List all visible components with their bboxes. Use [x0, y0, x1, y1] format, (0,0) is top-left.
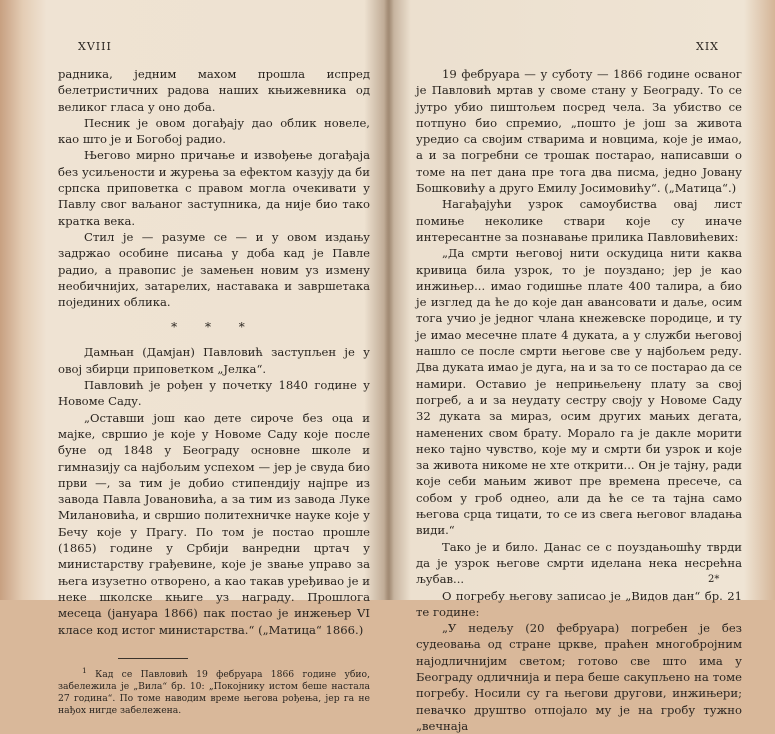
paragraph: радника, једним махом прошла испред белетристичних радова наших књижевника од великог гласа у оно доба.: [58, 67, 370, 114]
paragraph: Његово мирно причање и извођење догађаја без усиљености и журења за ефектом казују да би српска приповетка с правом могла очекивати у Павлу свог ваљаног заступника, да није био тако кратка века.: [58, 148, 370, 228]
paragraph: „Оставши још као дете сироче без оца и мајке, свршио је које у Новоме Саду које после буне од 1848 у Београду основне школе и гимназију са најбољим успехом — јер је свуда био први —, за тим је добио стипендију најпре из завода Павла Јовановића, а за тим из завода Луке Милановића, и свршио политехничке науке које у Бечу које у Прагу. По том је постао прошле (1865) године у Србији ванредни цртач у министарству грађевине, које је звање управо за њега изузетно отворено, а као такав уређивао је и неке школске књиге уз награду. Прошлога месеца (јануара 1866) пак постао је инжењер VI класе код истог министарства.“ („Матица“ 1866.): [58, 410, 370, 637]
paragraph: Песник је овом догађају дао облик новеле, као што је и Богобој радио.: [58, 115, 370, 147]
footnote-text: Кад се Павловић 19 фебруара 1866 године убио, забележила је „Вила“ бр. 10: „Покојнику истом беше настала 27 година“. По томе наводим време његова рођења, јер га не нађох нигде забележена.: [58, 668, 370, 717]
footnote-mark: 1: [82, 665, 87, 675]
left-page-body: [58, 66, 370, 718]
page-number-left: XVIII: [78, 40, 112, 53]
paragraph: „У недељу (20 фебруара) погребен је без судеовања од стране цркве, праћен многобројним најодличнијим светом; готово све што има у Београду одличнија и пера беше сакупљено на томе погребу. Носили су га његови другови, инжињери; певачко друштво отпојало му је на гробу тужно „вечнаја: [416, 621, 742, 733]
right-page-body: [416, 66, 742, 734]
paragraph: Нагађајући узрок самоубиства овај лист помиње неколике ствари које су иначе интересантне за познавање прилика Павловићевих:: [416, 197, 742, 244]
paragraph: О погребу његову записао је „Видов дан“ бр. 21 те године:: [416, 588, 742, 619]
footnote-rule: [118, 658, 188, 659]
footnote: [58, 665, 370, 718]
book-spread: XVIII XIX радника, једним махом прошла испред белетристичних радова наших књижевника од великог гласа у оно доба. Песник је овом догађају дао облик новеле, као што је и Богобој радио. Његово мирно причање и извођење догађаја без усиљености и журења за ефектом казују да би српска приповетка с правом могла очекивати у Павлу свог ваљаног заступника, да није био тако кратка века. Стил је — разуме се — и у овом издању задржао особине писања у доба кад је Павле радио, а правопис је замењен новим уз измену необичнијих, затарелих, наставака и завршетака појединих облика. * * * Дамњан (Дамјан) Павловић заступљен је у овој збирци приповетком „Јелка“. Павловић је рођен у почетку 1840 године у Новоме Саду. „Оставши још као дете сироче без оца и мајке, свршио је које у Новоме Саду које после буне од 1848 у Београду основне школе и гимназију са најбољим успехом — јер је свуда био први —, за тим је добио стипендију најпре из завода Павла Јовановића, а за тим из завода Луке Милановића, и свршио политехничке науке које у Бечу које у Прагу. По том је постао прошле (1865) године у Србији ванредни цртач у министарству грађевине, које је звање управо за њега изузетно отворено, а као такав уређивао је и неке школске књиге уз награду. Прошлога месеца (јануара 1866) пак постао је инжењер VI класе код истог министарства.“ („Матица“ 1866.) $^1$ Кад се Павловић 19 фебруара 1866 године убио, забележила је „Вила“ бр. 10: „Покојнику истом беше настала 27 година“. По томе наводим време његова рођења, јер га не нађох нигде забележена. 19 фебруара — у суботу — 1866 године осваног је Павловић мртав у своме стану у Београду. То се јутро убио пиштољем посред чела. За убиство се потпуно био спремио, „пошто је још за живота уредио са својим стварима и новцима, које је имао, а и за погребни се трошак постарао, написавши о томе на пет дана пре тога два писма, једно Јовану Бошковићу а друго Емилу Јосимовићу“. („Матица“.) Нагађајући узрок самоубиства овај лист помиње неколике ствари које су иначе интересантне за познавање прилика Павловићевих: „Да смрти његовој нити оскудица нити каква кривица била узрок, то је поуздано; јер је као инжињер... имао годишње плате 400 талира, а био је изглед да ће до које дан авансовати и даље, осим тога учио је једног члана кнежевске породице, и ту је имао месечне плате 4 дуката, а у служби његовој нашло се после смрти његове све у најбољем реду. Два дуката имао је дуга, на и за то се постарао да се намири. Оставио је неприњељену плату за свој погреб, а и за неудату сестру своју у Новоме Саду 32 дуката за мираз, осим других мањих дегата, наменених свом брату. Морало га је дакле морити неко тајно чувство, које му и смрти би узрок и које за живота никоме не хте открити... Он је тајну, ради које себи мањим живот пре времена пресече, са собом у гроб однео, али да ће се та тајна само његова срца тицати, то се из свега његовог владања види.“ Тако је и било. Данас се с поуздањошћу тврди да је узрок његове смрти иделана нека несрећна љубав... О погребу његову записао је „Видов дан“ бр. 21 те године: „У недељу (20 фебруара) погребен је без судеовања од стране цркве, праћен многобројним најодличнијим светом; готово све што има у Београду одличнија и пера беше сакупљено на томе погребу. Носили су га његови другови, инжињери; певачко друштво отпојало му је на гробу тужно „вечнаја 2*: [0, 0, 775, 600]
page-number-right: XIX: [696, 40, 720, 53]
paragraph: Стил је — разуме се — и у овом издању задржао особине писања у доба кад је Павле радио, а правопис је замењен новим уз измену необичнијих, затарелих, наставака и завршетака појединих облика.: [58, 229, 370, 310]
book-spine: [384, 0, 394, 600]
section-separator: * * *: [171, 320, 257, 335]
paragraph: Павловић је рођен у почетку 1840 године у Новоме Саду.: [58, 378, 370, 409]
paragraph: „Да смрти његовој нити оскудица нити каква кривица била узрок, то је поуздано; јер је као инжињер... имао годишње плате 400 талира, а био је изглед да ће до које дан авансовати и даље, осим тога учио је једног члана кнежевске породице, и ту је имао месечне плате 4 дуката, а у служби његовој нашло се после смрти његове све у најбољем реду. Два дуката имао је дуга, на и за то се постарао да се намири. Оставио је неприњељену плату за свој погреб, а и за неудату сестру своју у Новоме Саду 32 дуката за мираз, осим других мањих дегата, наменених свом брату. Морало га је дакле морити неко тајно чувство, које му и смрти би узрок и које за живота никоме не хте открити... Он је тајну, ради које себи мањим живот пре времена пресече, са собом у гроб однео, али да ће се та тајна само његова срца тицати, то се из свега његовог владања види.“: [416, 246, 742, 538]
paragraph: Дамњан (Дамјан) Павловић заступљен је у овој збирци приповетком „Јелка“.: [58, 345, 370, 376]
paragraph: Тако је и било. Данас се с поуздањошћу тврди да је узрок његове смрти иделана нека несрећна љубав...: [416, 539, 742, 587]
paragraph: 19 фебруара — у суботу — 1866 године осваног је Павловић мртав у своме стану у Београду. То се јутро убио пиштољем посред чела. За убиство се потпуно био спремио, „пошто је још за живота уредио са својим стварима и новцима, које је имао, а и за погребни се трошак постарао, написавши о томе на пет дана пре тога два писма, једно Јовану Бошковићу а друго Емилу Јосимовићу“. („Матица“.): [416, 67, 742, 196]
